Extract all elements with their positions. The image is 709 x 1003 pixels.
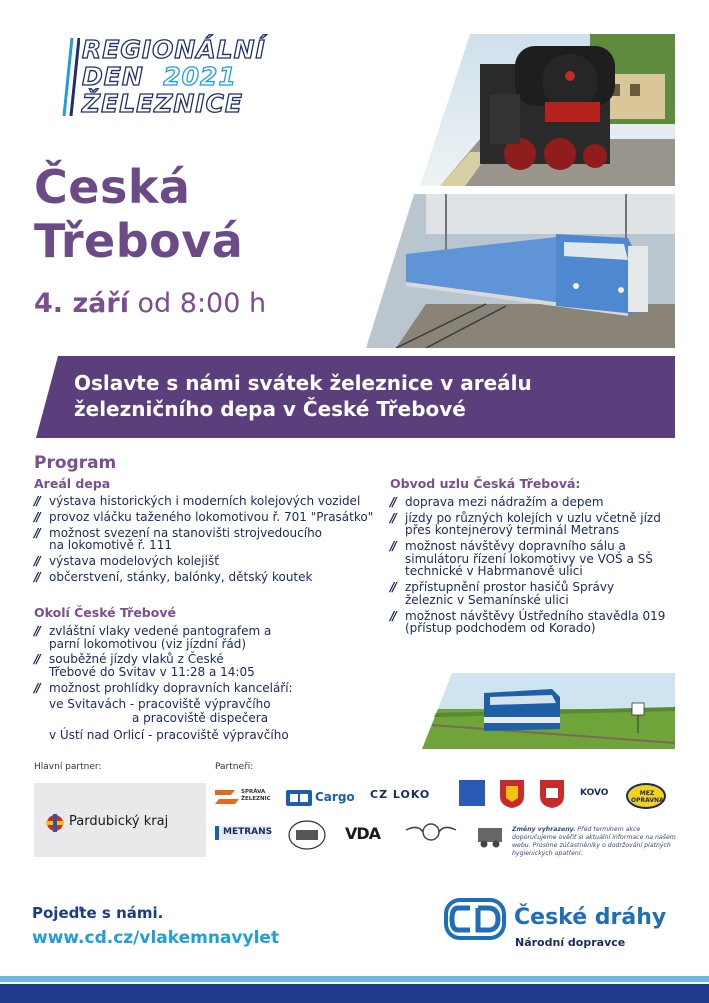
areal-title: Areál depa [34, 476, 111, 491]
footer-left [32, 904, 279, 948]
obvod-list [390, 496, 678, 638]
vintage-loco-badge-icon [288, 820, 326, 850]
okoli-extra-3: v Ústí nad Orlicí - pracoviště výpravčího [49, 728, 289, 742]
changes-note: Změny vyhrazeny. Před termínem akce doporučujeme ověřit si aktuální informace na našem webu. Prosíme zúčastněníky o dodržování platných hygienických opatření. [512, 826, 676, 857]
list-item: // zpřístupnění prostor hasičů Správy železnic v Semanínské ulici [390, 580, 615, 607]
main-partner-box [34, 783, 206, 857]
kovo-logo: KOVO [580, 788, 609, 798]
logo-word-den: DEN [82, 62, 144, 91]
logo-line-1: REGIONÁLNÍ [82, 35, 266, 64]
banner-line-1: Oslavte s námi svátek železnice v areálu [74, 371, 532, 395]
event-date [34, 288, 266, 319]
partners-label: Partneři: [215, 762, 254, 772]
city-line-1: Česká [34, 160, 191, 214]
headline-banner [36, 356, 675, 438]
metrans-logo: METRANS [215, 826, 271, 840]
okoli-extra-2: a pracoviště dispečera [132, 711, 269, 725]
logo-slashes-icon [62, 38, 80, 116]
okoli-title: Okolí České Třebové [34, 605, 176, 620]
bullet-icon: // [390, 510, 395, 525]
footer-tagline: Pojeďte s námi. [32, 904, 164, 922]
bullet-icon: // [34, 525, 39, 540]
event-logo [62, 36, 332, 120]
steam-loco-illustration-icon [476, 822, 506, 848]
list-item: // souběžné jízdy vlaků z České Třebové do Svitav v 11:28 a 14:05 [34, 652, 255, 679]
mez-opravna-logo: MEZ OPRAVNA [626, 783, 666, 809]
list-item: // občerstvení, stánky, balónky, dětský koutek [34, 570, 313, 585]
list-item: // doprava mezi nádražím a depem [390, 495, 604, 509]
areal-list [34, 495, 379, 587]
okoli-list [34, 625, 294, 698]
spravazeleznic-logo: SPRÁVA ŽELEZNIC [215, 786, 275, 808]
list-item: // možnost svezení na stanovišti strojvedoucího na lokomotivě ř. 111 [34, 525, 323, 553]
list-item: // možnost návštěvy Ústředního stavědla 019 (přístup podchodem od Korado) [390, 608, 666, 636]
bullet-icon: // [34, 624, 39, 638]
list-item: // jízdy po různých kolejích v uzlu včetně jízd přes kontejnerový terminál Metrans [390, 510, 661, 538]
bullet-icon: // [34, 570, 39, 585]
list-item: // možnost návštěvy dopravního sálu a simulátoru řízení lokomotivy ve VOŠ a SŠ technické v Habrmanově ulici [390, 539, 653, 579]
bullet-icon: // [390, 608, 395, 623]
footer-url-link[interactable]: www.cd.cz/vlakemnavylet [32, 928, 280, 948]
list-item: // provoz vláčku taženého lokomotivou ř. 701 "Prasátko" [34, 509, 374, 524]
vda-logo: VDA [345, 824, 381, 843]
main-partner-label: Hlavní partner: [34, 762, 102, 772]
list-item: // možnost prohlídky dopravních kanceláří: [34, 680, 293, 695]
municipality-crest-1-icon [459, 780, 485, 806]
bullet-icon: // [34, 509, 39, 524]
okoli-extra-1: ve Svitavách - pracoviště výpravčího [49, 697, 271, 711]
event-date-day: 4. září [34, 288, 129, 319]
list-item: // výstava modelových kolejišť [34, 554, 219, 569]
bullet-icon: // [34, 554, 39, 569]
cd-brand-sub: Národní dopravce [515, 936, 626, 949]
bullet-icon: // [34, 494, 39, 508]
letohrad-crest-icon [540, 780, 564, 808]
photo-electric-train [366, 194, 675, 348]
bullet-icon: // [34, 680, 39, 695]
photo-steam-locomotive [420, 34, 675, 186]
bullet-icon: // [390, 539, 395, 554]
ceske-drahy-logo-icon [444, 898, 506, 940]
bottom-stripes [0, 976, 709, 1003]
photo-regional-train [422, 673, 675, 749]
ceska-trebova-crest-icon [500, 780, 524, 808]
main-partner-name: Pardubický kraj [69, 814, 169, 829]
banner-line-2: železničního depa v České Třebové [74, 397, 466, 421]
list-item: // výstava historických i moderních kolejových vozidel [34, 494, 361, 508]
logo-year: 2021 [163, 62, 237, 91]
stripe-dark [0, 984, 709, 1003]
winged-wheel-icon [404, 820, 458, 848]
bullet-icon: // [34, 652, 39, 667]
program-title: Program [34, 453, 117, 473]
cd-brand-name: České dráhy [514, 905, 667, 930]
obvod-title: Obvod uzlu Česká Třebová: [390, 476, 581, 491]
logo-line-3: ŽELEZNICE [82, 89, 243, 118]
pardubice-region-icon [46, 814, 64, 832]
stripe-light [0, 976, 709, 982]
bullet-icon: // [390, 495, 395, 509]
city-line-2: Třebová [34, 214, 244, 268]
cd-cargo-logo: Cargo [286, 788, 356, 808]
bullet-icon: // [390, 580, 395, 595]
czloko-logo: CZ LOKO [370, 788, 431, 801]
city-title [34, 160, 243, 268]
list-item: // zvláštní vlaky vedené pantografem a parní lokomotivou (viz jízdní řád) [34, 624, 272, 651]
event-date-time: od 8:00 h [128, 288, 267, 319]
